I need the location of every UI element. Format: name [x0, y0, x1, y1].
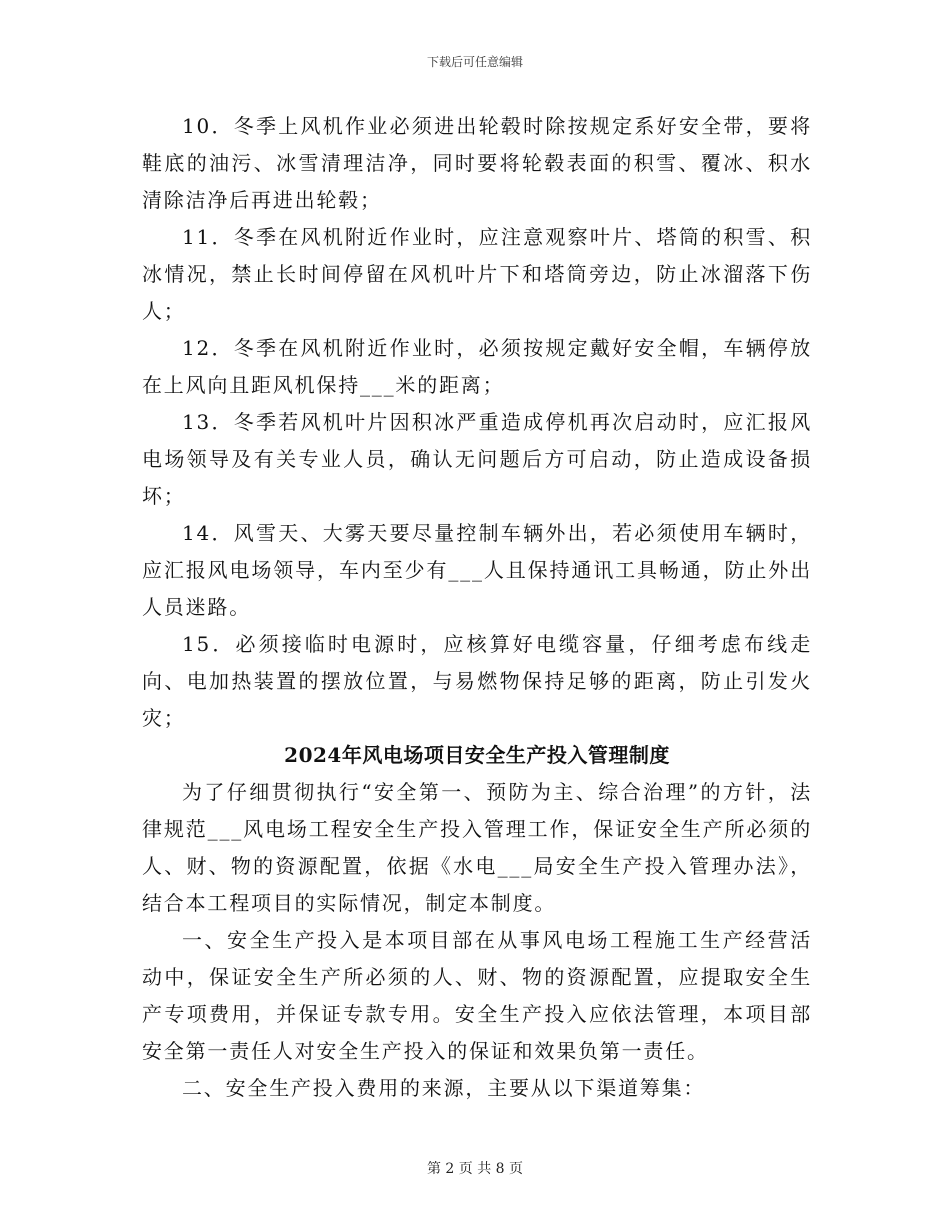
paragraph-item-14: 14．风雪天、大雾天要尽量控制车辆外出，若必须使用车辆时，应汇报风电场领导，车内至少有___人且保持通讯工具畅通，防止外出人员迷路。 [142, 521, 812, 619]
header-note: 下载后可任意编辑 [426, 55, 523, 69]
paragraph-item-10: 10．冬季上风机作业必须进出轮毂时除按规定系好安全带，要将鞋底的油污、冰雪清理洁净，同时要将轮毂表面的积雪、覆冰、积水清除洁净后再进出轮毂； [142, 114, 812, 212]
document-body [142, 108, 812, 1107]
paragraph-item-15: 15．必须接临时电源时，应核算好电缆容量，仔细考虑布线走向、电加热装置的摆放位置，与易燃物保持足够的距离，防止引发火灾； [142, 632, 812, 730]
paragraph-item-11: 11．冬季在风机附近作业时，应注意观察叶片、塔筒的积雪、积冰情况，禁止长时间停留在风机叶片下和塔筒旁边，防止冰溜落下伤人； [142, 225, 812, 323]
section-paragraph-2: 二、安全生产投入费用的来源，主要从以下渠道筹集： [182, 1076, 706, 1100]
paragraph-item-12: 12．冬季在风机附近作业时，必须按规定戴好安全帽，车辆停放在上风向且距风机保持___米的距离； [142, 336, 812, 397]
paragraph-item-13: 13．冬季若风机叶片因积冰严重造成停机再次启动时，应汇报风电场领导及有关专业人员，确认无问题后方可启动，防止造成设备损坏； [142, 410, 812, 508]
page-number: 第 2 页 共 8 页 [426, 1161, 524, 1177]
section-paragraph-1: 一、安全生产投入是本项目部在从事风电场工程施工生产经营活动中，保证安全生产所必须的人、财、物的资源配置，应提取安全生产专项费用，并保证专款专用。安全生产投入应依法管理，本项目部安全第一责任人对安全生产投入的保证和效果负第一责任。 [142, 928, 812, 1063]
section-intro-paragraph: 为了仔细贯彻执行“安全第一、预防为主、综合治理”的方针，法律规范___风电场工程安全生产投入管理工作，保证安全生产所必须的人、财、物的资源配置，依据《水电___局安全生产投入管理办法》，结合本工程项目的实际情况，制定本制度。 [142, 780, 812, 915]
section-title: 2024年风电场项目安全生产投入管理制度 [284, 743, 670, 767]
